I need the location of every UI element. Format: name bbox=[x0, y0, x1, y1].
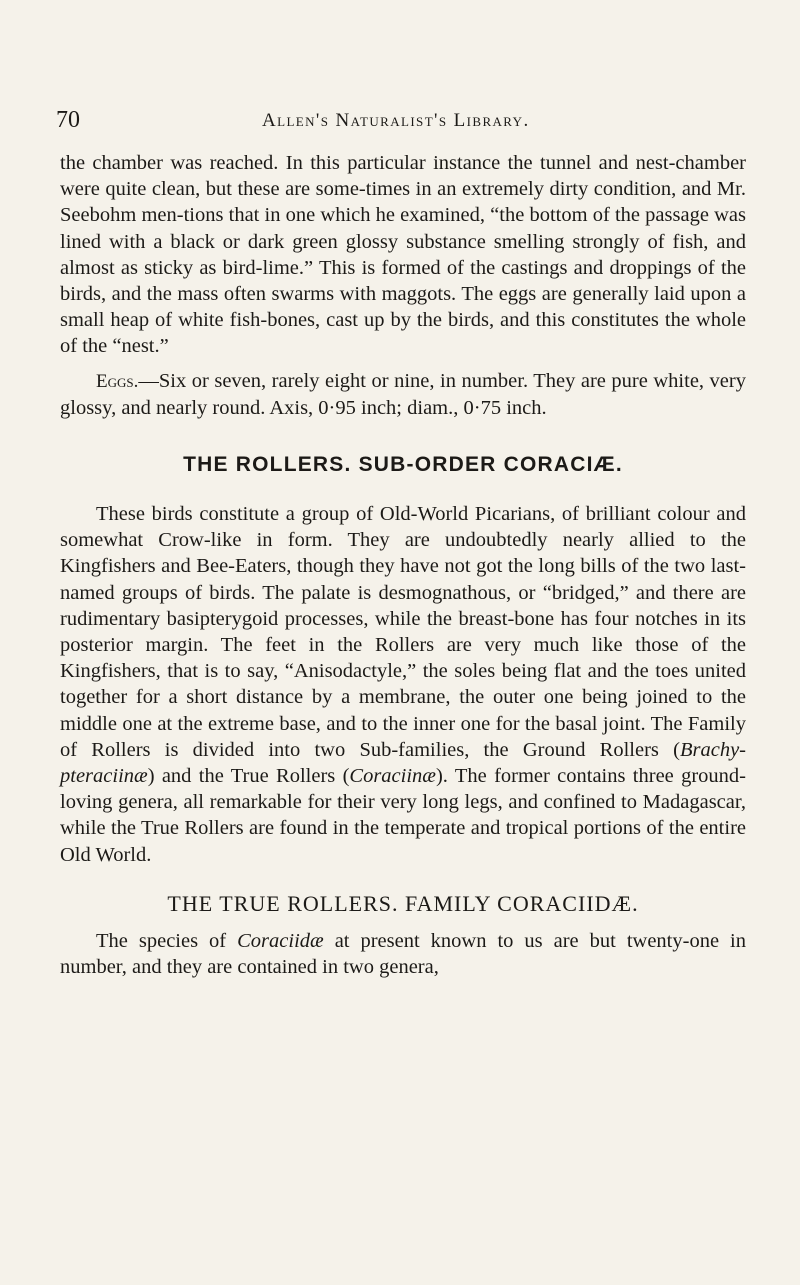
spacer bbox=[60, 360, 746, 368]
paragraph-species-text-b: at present known to us are but twenty-one in number, and they are contained in two genera, bbox=[60, 929, 746, 979]
heading-suborder: THE ROLLERS. SUB-ORDER CORACIÆ. bbox=[183, 453, 623, 477]
running-head bbox=[52, 106, 748, 134]
page-number: 70 bbox=[56, 107, 80, 133]
running-title: Allen's Naturalist's Library. bbox=[262, 110, 530, 131]
taxon-ground-rollers: Brachy-pteraciinæ bbox=[60, 738, 746, 788]
paragraph-rollers bbox=[60, 501, 746, 868]
heading-family: THE TRUE ROLLERS. FAMILY CORACIIDÆ. bbox=[167, 890, 639, 916]
paragraph-rollers-text-c: ). The former contains three ground-loving genera, all remarkable for their very long legs, and confined to Madagascar, while the True Rollers are found in the temperate and tropical portions of the entire Old World. bbox=[60, 765, 746, 866]
paragraph-species bbox=[60, 928, 746, 980]
taxon-coraciidae: Coraciidæ bbox=[237, 929, 324, 952]
eggs-label: Eggs. bbox=[96, 370, 139, 392]
body-text bbox=[60, 150, 746, 980]
paragraph-rollers-text-a: These birds constitute a group of Old-World Picarians, of brilliant colour and somewhat Crow-like in form. They are undoubtedly nearly allied to the Kingfishers and Bee-Eaters, though they have not got the long bills of the two last-named groups of birds. The palate is desmognathous, or “bridged,” and there are rudimentary basipterygoid processes, while the breast-bone has four notches in its posterior margin. The feet in the Rollers are very much like those of the Kingfishers, that is to say, “Anisodactyle,” the soles being flat and the toes united together for a short distance by a membrane, the outer one being joined to the middle one at the extreme base, and to the inner one for the basal joint. The Family of Rollers is divided into two Sub-families, the Ground Rollers ( bbox=[60, 503, 746, 761]
paragraph-species-text-a: The species of bbox=[96, 929, 238, 952]
paragraph-eggs bbox=[60, 368, 746, 421]
eggs-text: —Six or seven, rarely eight or nine, in number. They are pure white, very glossy, and nearly round. Axis, 0·95 inch; diam., 0·75 inch. bbox=[60, 369, 746, 419]
taxon-true-rollers: Coraciinæ bbox=[349, 765, 436, 788]
paragraph-rollers-text-b: ) and the True Rollers ( bbox=[147, 765, 350, 788]
paragraph-nest-text: the chamber was reached. In this particular instance the tunnel and nest-chamber were quite clean, but these are some-times in an extremely dirty condition, and Mr. Seebohm men-tions that in one which he examined, “the bottom of the passage was lined with a black or dark green glossy substance smelling strongly of fish, and almost as sticky as bird-lime.” This is formed of the castings and droppings of the birds, and the mass often swarms with maggots. The eggs are generally laid upon a small heap of white fish-bones, cast up by the birds, and this constitutes the whole of the “nest.” bbox=[60, 152, 746, 358]
paragraph-nest bbox=[60, 150, 746, 360]
